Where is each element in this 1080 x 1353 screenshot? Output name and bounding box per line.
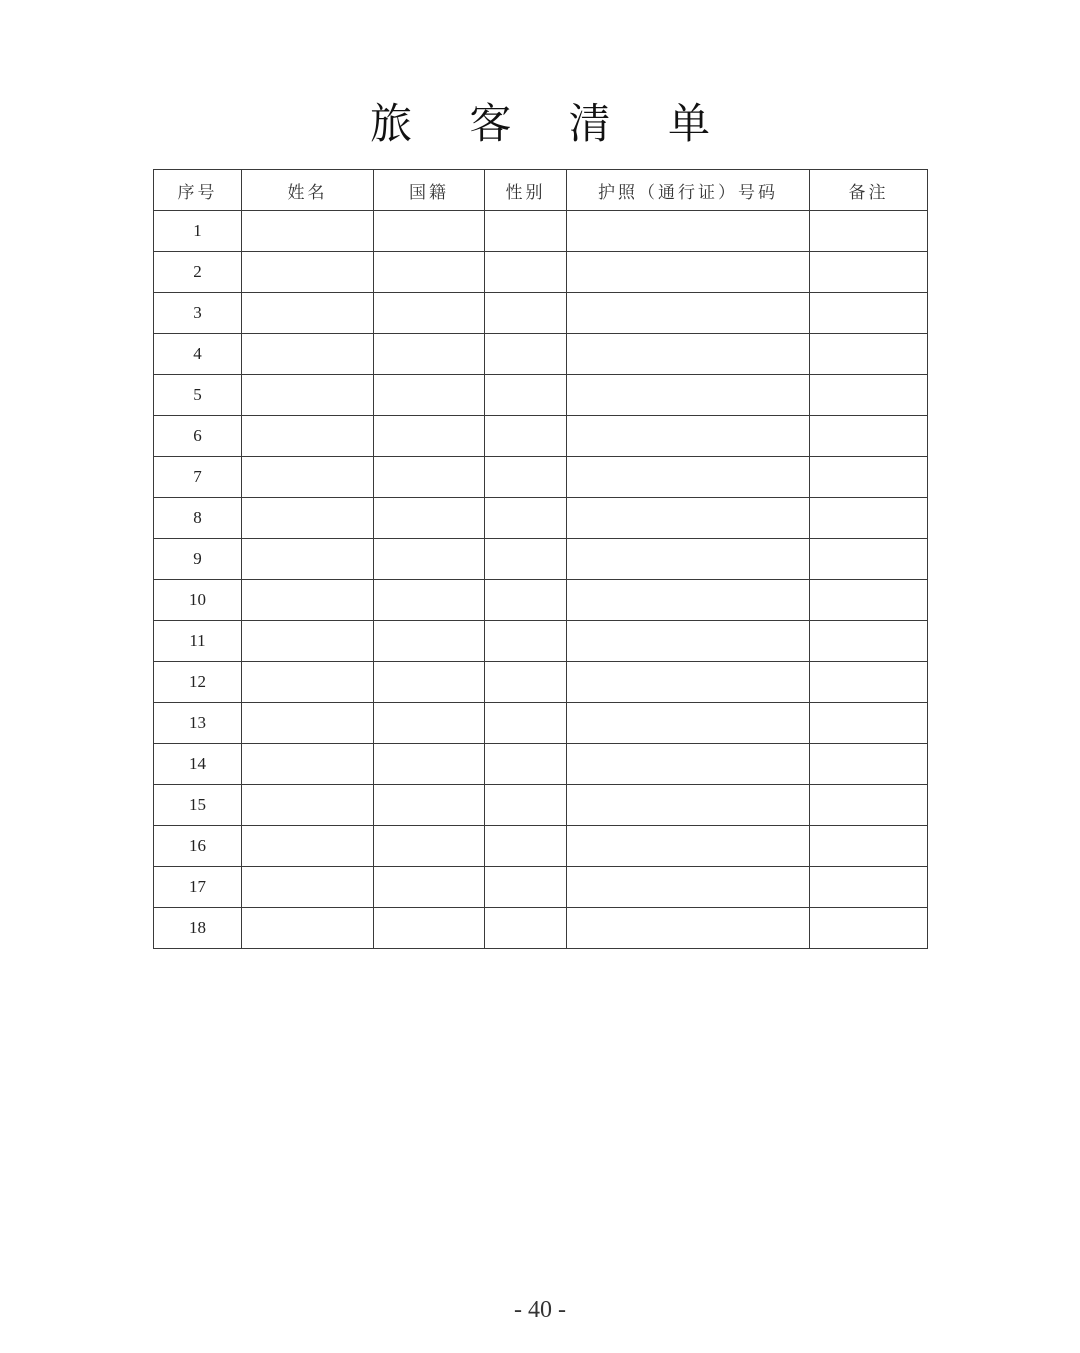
name-cell xyxy=(242,703,374,744)
passport-number-cell xyxy=(567,744,810,785)
table-body xyxy=(154,211,928,949)
gender-cell xyxy=(485,457,567,498)
gender-cell xyxy=(485,334,567,375)
passport-number-cell xyxy=(567,662,810,703)
serial-number-cell: 1 xyxy=(154,211,242,252)
remarks-cell xyxy=(810,416,928,457)
passport-number-cell xyxy=(567,703,810,744)
name-cell xyxy=(242,375,374,416)
passport-number-cell xyxy=(567,252,810,293)
serial-number-cell: 2 xyxy=(154,252,242,293)
nationality-cell xyxy=(374,334,485,375)
nationality-cell xyxy=(374,580,485,621)
passport-number-cell xyxy=(567,334,810,375)
nationality-cell xyxy=(374,621,485,662)
name-cell xyxy=(242,252,374,293)
table-row xyxy=(154,826,928,867)
name-cell xyxy=(242,293,374,334)
serial-number-cell: 12 xyxy=(154,662,242,703)
gender-cell xyxy=(485,498,567,539)
name-cell xyxy=(242,826,374,867)
gender-cell xyxy=(485,375,567,416)
remarks-cell xyxy=(810,334,928,375)
nationality-cell xyxy=(374,211,485,252)
remarks-cell xyxy=(810,252,928,293)
table-row xyxy=(154,621,928,662)
serial-number-cell: 18 xyxy=(154,908,242,949)
serial-number-cell: 4 xyxy=(154,334,242,375)
gender-cell xyxy=(485,703,567,744)
table-row xyxy=(154,662,928,703)
remarks-cell xyxy=(810,457,928,498)
header-serial-number: 序号 xyxy=(154,170,242,211)
serial-number-cell: 6 xyxy=(154,416,242,457)
guest-list-table xyxy=(153,169,928,949)
nationality-cell xyxy=(374,908,485,949)
table-header-row xyxy=(154,170,928,211)
table-row xyxy=(154,252,928,293)
gender-cell xyxy=(485,416,567,457)
table-row xyxy=(154,744,928,785)
name-cell xyxy=(242,908,374,949)
serial-number-cell: 11 xyxy=(154,621,242,662)
remarks-cell xyxy=(810,744,928,785)
serial-number-cell: 7 xyxy=(154,457,242,498)
remarks-cell xyxy=(810,826,928,867)
table-row xyxy=(154,457,928,498)
remarks-cell xyxy=(810,621,928,662)
gender-cell xyxy=(485,785,567,826)
remarks-cell xyxy=(810,703,928,744)
table-row xyxy=(154,334,928,375)
nationality-cell xyxy=(374,252,485,293)
remarks-cell xyxy=(810,785,928,826)
gender-cell xyxy=(485,293,567,334)
nationality-cell xyxy=(374,867,485,908)
nationality-cell xyxy=(374,744,485,785)
gender-cell xyxy=(485,539,567,580)
name-cell xyxy=(242,744,374,785)
name-cell xyxy=(242,457,374,498)
remarks-cell xyxy=(810,375,928,416)
remarks-cell xyxy=(810,498,928,539)
name-cell xyxy=(242,785,374,826)
name-cell xyxy=(242,621,374,662)
name-cell xyxy=(242,416,374,457)
serial-number-cell: 17 xyxy=(154,867,242,908)
nationality-cell xyxy=(374,375,485,416)
gender-cell xyxy=(485,662,567,703)
table-row xyxy=(154,498,928,539)
table-row xyxy=(154,293,928,334)
header-passport-number: 护照（通行证）号码 xyxy=(567,170,810,211)
passport-number-cell xyxy=(567,867,810,908)
gender-cell xyxy=(485,211,567,252)
serial-number-cell: 8 xyxy=(154,498,242,539)
name-cell xyxy=(242,867,374,908)
gender-cell xyxy=(485,580,567,621)
table-row xyxy=(154,908,928,949)
passport-number-cell xyxy=(567,211,810,252)
remarks-cell xyxy=(810,580,928,621)
name-cell xyxy=(242,662,374,703)
table-row xyxy=(154,785,928,826)
passport-number-cell xyxy=(567,457,810,498)
serial-number-cell: 16 xyxy=(154,826,242,867)
table-row xyxy=(154,580,928,621)
nationality-cell xyxy=(374,293,485,334)
passport-number-cell xyxy=(567,621,810,662)
gender-cell xyxy=(485,867,567,908)
serial-number-cell: 10 xyxy=(154,580,242,621)
name-cell xyxy=(242,539,374,580)
page-number: - 40 - xyxy=(514,1297,566,1323)
nationality-cell xyxy=(374,498,485,539)
table-row xyxy=(154,211,928,252)
gender-cell xyxy=(485,621,567,662)
header-remarks: 备注 xyxy=(810,170,928,211)
gender-cell xyxy=(485,908,567,949)
header-gender: 性别 xyxy=(485,170,567,211)
nationality-cell xyxy=(374,826,485,867)
header-name: 姓名 xyxy=(242,170,374,211)
passport-number-cell xyxy=(567,580,810,621)
name-cell xyxy=(242,580,374,621)
remarks-cell xyxy=(810,293,928,334)
nationality-cell xyxy=(374,416,485,457)
serial-number-cell: 14 xyxy=(154,744,242,785)
remarks-cell xyxy=(810,662,928,703)
nationality-cell xyxy=(374,457,485,498)
table-row xyxy=(154,375,928,416)
passport-number-cell xyxy=(567,375,810,416)
passport-number-cell xyxy=(567,826,810,867)
name-cell xyxy=(242,211,374,252)
passport-number-cell xyxy=(567,293,810,334)
name-cell xyxy=(242,334,374,375)
nationality-cell xyxy=(374,785,485,826)
passport-number-cell xyxy=(567,785,810,826)
remarks-cell xyxy=(810,211,928,252)
serial-number-cell: 15 xyxy=(154,785,242,826)
table-row xyxy=(154,703,928,744)
name-cell xyxy=(242,498,374,539)
nationality-cell xyxy=(374,662,485,703)
document-title: 旅 客 清 单 xyxy=(369,99,733,148)
remarks-cell xyxy=(810,539,928,580)
gender-cell xyxy=(485,826,567,867)
remarks-cell xyxy=(810,867,928,908)
remarks-cell xyxy=(810,908,928,949)
passport-number-cell xyxy=(567,908,810,949)
serial-number-cell: 5 xyxy=(154,375,242,416)
gender-cell xyxy=(485,252,567,293)
passport-number-cell xyxy=(567,416,810,457)
table-row xyxy=(154,539,928,580)
header-nationality: 国籍 xyxy=(374,170,485,211)
nationality-cell xyxy=(374,539,485,580)
serial-number-cell: 13 xyxy=(154,703,242,744)
serial-number-cell: 9 xyxy=(154,539,242,580)
table-row xyxy=(154,416,928,457)
gender-cell xyxy=(485,744,567,785)
passport-number-cell xyxy=(567,498,810,539)
table-row xyxy=(154,867,928,908)
nationality-cell xyxy=(374,703,485,744)
serial-number-cell: 3 xyxy=(154,293,242,334)
passport-number-cell xyxy=(567,539,810,580)
